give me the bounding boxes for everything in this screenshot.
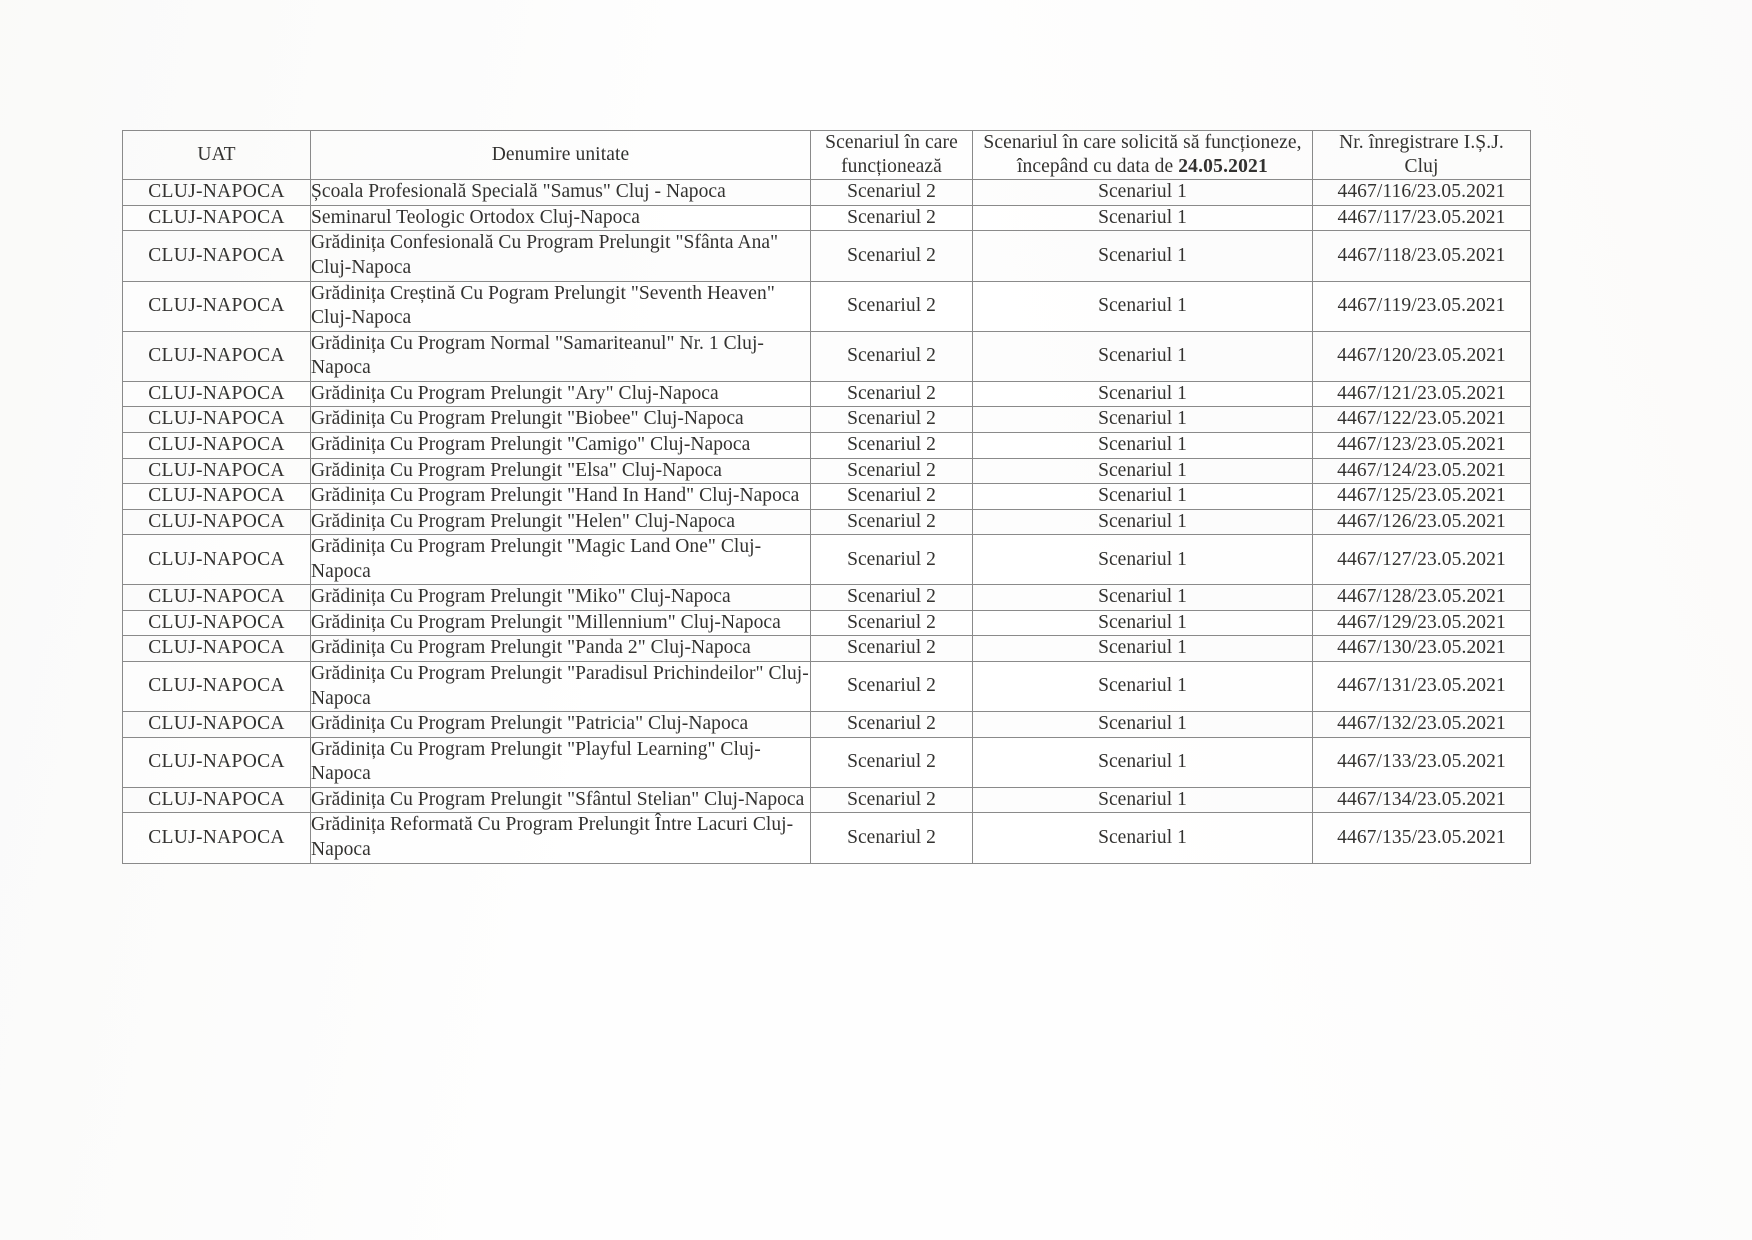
cell-unit-name: Grădinița Cu Program Normal "Samariteanul" Nr. 1 Cluj-Napoca <box>311 331 811 381</box>
cell-uat: CLUJ-NAPOCA <box>123 407 311 433</box>
cell-registration-number: 4467/128/23.05.2021 <box>1313 585 1531 611</box>
cell-requested-scenario: Scenariul 1 <box>973 585 1313 611</box>
cell-requested-scenario: Scenariul 1 <box>973 509 1313 535</box>
table-row <box>123 331 1531 381</box>
cell-unit-name: Grădinița Cu Program Prelungit "Playful Learning" Cluj-Napoca <box>311 737 811 787</box>
requested-scenario-date-prefix: începând cu data de <box>1017 156 1179 178</box>
cell-registration-number: 4467/130/23.05.2021 <box>1313 636 1531 662</box>
table-row <box>123 737 1531 787</box>
table-row <box>123 636 1531 662</box>
table-row <box>123 787 1531 813</box>
cell-requested-scenario: Scenariul 1 <box>973 381 1313 407</box>
cell-unit-name: Grădinița Cu Program Prelungit "Ary" Cluj-Napoca <box>311 381 811 407</box>
cell-uat: CLUJ-NAPOCA <box>123 231 311 281</box>
cell-uat: CLUJ-NAPOCA <box>123 813 311 863</box>
cell-current-scenario: Scenariul 2 <box>811 509 973 535</box>
column-header-current-scenario-line2: funcționează <box>841 156 942 178</box>
cell-unit-name: Grădinița Cu Program Prelungit "Helen" Cluj-Napoca <box>311 509 811 535</box>
cell-registration-number: 4467/126/23.05.2021 <box>1313 509 1531 535</box>
cell-registration-number: 4467/134/23.05.2021 <box>1313 787 1531 813</box>
table-body <box>123 180 1531 863</box>
cell-uat: CLUJ-NAPOCA <box>123 509 311 535</box>
cell-registration-number: 4467/117/23.05.2021 <box>1313 205 1531 231</box>
cell-uat: CLUJ-NAPOCA <box>123 180 311 206</box>
cell-current-scenario: Scenariul 2 <box>811 180 973 206</box>
cell-requested-scenario: Scenariul 1 <box>973 636 1313 662</box>
cell-uat: CLUJ-NAPOCA <box>123 432 311 458</box>
table-row <box>123 432 1531 458</box>
table-row <box>123 585 1531 611</box>
column-header-registration-line2: Cluj <box>1404 156 1439 178</box>
cell-requested-scenario: Scenariul 1 <box>973 712 1313 738</box>
column-header-current-scenario <box>811 131 973 180</box>
cell-uat: CLUJ-NAPOCA <box>123 381 311 407</box>
table-row <box>123 535 1531 585</box>
cell-requested-scenario: Scenariul 1 <box>973 535 1313 585</box>
table-row <box>123 281 1531 331</box>
cell-registration-number: 4467/131/23.05.2021 <box>1313 662 1531 712</box>
cell-registration-number: 4467/118/23.05.2021 <box>1313 231 1531 281</box>
cell-unit-name: Grădinița Creștină Cu Pogram Prelungit "Seventh Heaven" Cluj-Napoca <box>311 281 811 331</box>
cell-uat: CLUJ-NAPOCA <box>123 737 311 787</box>
cell-requested-scenario: Scenariul 1 <box>973 458 1313 484</box>
cell-current-scenario: Scenariul 2 <box>811 205 973 231</box>
column-header-requested-scenario-line2 <box>973 155 1312 179</box>
table-row <box>123 813 1531 863</box>
cell-current-scenario: Scenariul 2 <box>811 381 973 407</box>
cell-unit-name: Grădinița Cu Program Prelungit "Patricia" Cluj-Napoca <box>311 712 811 738</box>
cell-requested-scenario: Scenariul 1 <box>973 180 1313 206</box>
column-header-requested-scenario <box>973 131 1313 180</box>
cell-current-scenario: Scenariul 2 <box>811 407 973 433</box>
column-header-uat-label: UAT <box>197 144 236 166</box>
cell-current-scenario: Scenariul 2 <box>811 535 973 585</box>
cell-requested-scenario: Scenariul 1 <box>973 281 1313 331</box>
cell-current-scenario: Scenariul 2 <box>811 231 973 281</box>
cell-requested-scenario: Scenariul 1 <box>973 432 1313 458</box>
table-row <box>123 381 1531 407</box>
column-header-unit-name-label: Denumire unitate <box>491 144 630 166</box>
table-row <box>123 610 1531 636</box>
cell-unit-name: Școala Profesională Specială "Samus" Cluj - Napoca <box>311 180 811 206</box>
table-row <box>123 712 1531 738</box>
cell-uat: CLUJ-NAPOCA <box>123 205 311 231</box>
cell-unit-name: Grădinița Cu Program Prelungit "Biobee" Cluj-Napoca <box>311 407 811 433</box>
cell-registration-number: 4467/122/23.05.2021 <box>1313 407 1531 433</box>
header-row <box>123 131 1531 180</box>
column-header-registration-line1: Nr. înregistrare I.Ș.J. <box>1339 132 1504 153</box>
cell-current-scenario: Scenariul 2 <box>811 712 973 738</box>
cell-registration-number: 4467/129/23.05.2021 <box>1313 610 1531 636</box>
cell-uat: CLUJ-NAPOCA <box>123 331 311 381</box>
cell-uat: CLUJ-NAPOCA <box>123 458 311 484</box>
column-header-registration-number <box>1313 131 1531 180</box>
cell-unit-name: Grădinița Confesională Cu Program Prelungit "Sfânta Ana" Cluj-Napoca <box>311 231 811 281</box>
column-header-uat <box>123 131 311 180</box>
cell-uat: CLUJ-NAPOCA <box>123 787 311 813</box>
cell-unit-name: Grădinița Cu Program Prelungit "Paradisul Prichindeilor" Cluj-Napoca <box>311 662 811 712</box>
requested-scenario-date: 24.05.2021 <box>1178 156 1268 178</box>
cell-registration-number: 4467/119/23.05.2021 <box>1313 281 1531 331</box>
cell-uat: CLUJ-NAPOCA <box>123 712 311 738</box>
cell-current-scenario: Scenariul 2 <box>811 636 973 662</box>
cell-registration-number: 4467/133/23.05.2021 <box>1313 737 1531 787</box>
cell-uat: CLUJ-NAPOCA <box>123 610 311 636</box>
cell-unit-name: Grădinița Cu Program Prelungit "Sfântul Stelian" Cluj-Napoca <box>311 787 811 813</box>
cell-registration-number: 4467/123/23.05.2021 <box>1313 432 1531 458</box>
cell-uat: CLUJ-NAPOCA <box>123 484 311 510</box>
cell-registration-number: 4467/121/23.05.2021 <box>1313 381 1531 407</box>
cell-current-scenario: Scenariul 2 <box>811 610 973 636</box>
table-container <box>122 130 1530 864</box>
cell-current-scenario: Scenariul 2 <box>811 331 973 381</box>
cell-current-scenario: Scenariul 2 <box>811 484 973 510</box>
cell-uat: CLUJ-NAPOCA <box>123 636 311 662</box>
cell-current-scenario: Scenariul 2 <box>811 737 973 787</box>
cell-uat: CLUJ-NAPOCA <box>123 585 311 611</box>
cell-current-scenario: Scenariul 2 <box>811 787 973 813</box>
cell-unit-name: Grădinița Cu Program Prelungit "Millennium" Cluj-Napoca <box>311 610 811 636</box>
cell-unit-name: Grădinița Cu Program Prelungit "Elsa" Cluj-Napoca <box>311 458 811 484</box>
cell-current-scenario: Scenariul 2 <box>811 281 973 331</box>
cell-registration-number: 4467/132/23.05.2021 <box>1313 712 1531 738</box>
table-row <box>123 484 1531 510</box>
scenarios-table <box>122 130 1531 864</box>
cell-unit-name: Seminarul Teologic Ortodox Cluj-Napoca <box>311 205 811 231</box>
cell-current-scenario: Scenariul 2 <box>811 458 973 484</box>
cell-requested-scenario: Scenariul 1 <box>973 407 1313 433</box>
table-row <box>123 662 1531 712</box>
table-row <box>123 458 1531 484</box>
table-row <box>123 180 1531 206</box>
cell-requested-scenario: Scenariul 1 <box>973 787 1313 813</box>
cell-requested-scenario: Scenariul 1 <box>973 662 1313 712</box>
cell-requested-scenario: Scenariul 1 <box>973 813 1313 863</box>
cell-registration-number: 4467/135/23.05.2021 <box>1313 813 1531 863</box>
cell-unit-name: Grădinița Reformată Cu Program Prelungit Între Lacuri Cluj-Napoca <box>311 813 811 863</box>
cell-registration-number: 4467/116/23.05.2021 <box>1313 180 1531 206</box>
cell-uat: CLUJ-NAPOCA <box>123 535 311 585</box>
cell-uat: CLUJ-NAPOCA <box>123 662 311 712</box>
table-header <box>123 131 1531 180</box>
cell-requested-scenario: Scenariul 1 <box>973 331 1313 381</box>
cell-current-scenario: Scenariul 2 <box>811 662 973 712</box>
cell-unit-name: Grădinița Cu Program Prelungit "Camigo" Cluj-Napoca <box>311 432 811 458</box>
cell-registration-number: 4467/125/23.05.2021 <box>1313 484 1531 510</box>
cell-unit-name: Grădinița Cu Program Prelungit "Panda 2" Cluj-Napoca <box>311 636 811 662</box>
cell-registration-number: 4467/127/23.05.2021 <box>1313 535 1531 585</box>
cell-current-scenario: Scenariul 2 <box>811 432 973 458</box>
column-header-unit-name <box>311 131 811 180</box>
table-row <box>123 509 1531 535</box>
cell-requested-scenario: Scenariul 1 <box>973 205 1313 231</box>
table-row <box>123 231 1531 281</box>
table-row <box>123 407 1531 433</box>
cell-requested-scenario: Scenariul 1 <box>973 231 1313 281</box>
cell-requested-scenario: Scenariul 1 <box>973 484 1313 510</box>
cell-uat: CLUJ-NAPOCA <box>123 281 311 331</box>
cell-current-scenario: Scenariul 2 <box>811 585 973 611</box>
cell-unit-name: Grădinița Cu Program Prelungit "Hand In Hand" Cluj-Napoca <box>311 484 811 510</box>
cell-requested-scenario: Scenariul 1 <box>973 737 1313 787</box>
table-row <box>123 205 1531 231</box>
cell-requested-scenario: Scenariul 1 <box>973 610 1313 636</box>
column-header-current-scenario-line1: Scenariul în care <box>825 132 958 153</box>
column-header-requested-scenario-line1: Scenariul în care solicită să funcționeze, <box>983 132 1302 153</box>
cell-registration-number: 4467/124/23.05.2021 <box>1313 458 1531 484</box>
cell-registration-number: 4467/120/23.05.2021 <box>1313 331 1531 381</box>
cell-unit-name: Grădinița Cu Program Prelungit "Miko" Cluj-Napoca <box>311 585 811 611</box>
cell-current-scenario: Scenariul 2 <box>811 813 973 863</box>
cell-unit-name: Grădinița Cu Program Prelungit "Magic Land One" Cluj-Napoca <box>311 535 811 585</box>
